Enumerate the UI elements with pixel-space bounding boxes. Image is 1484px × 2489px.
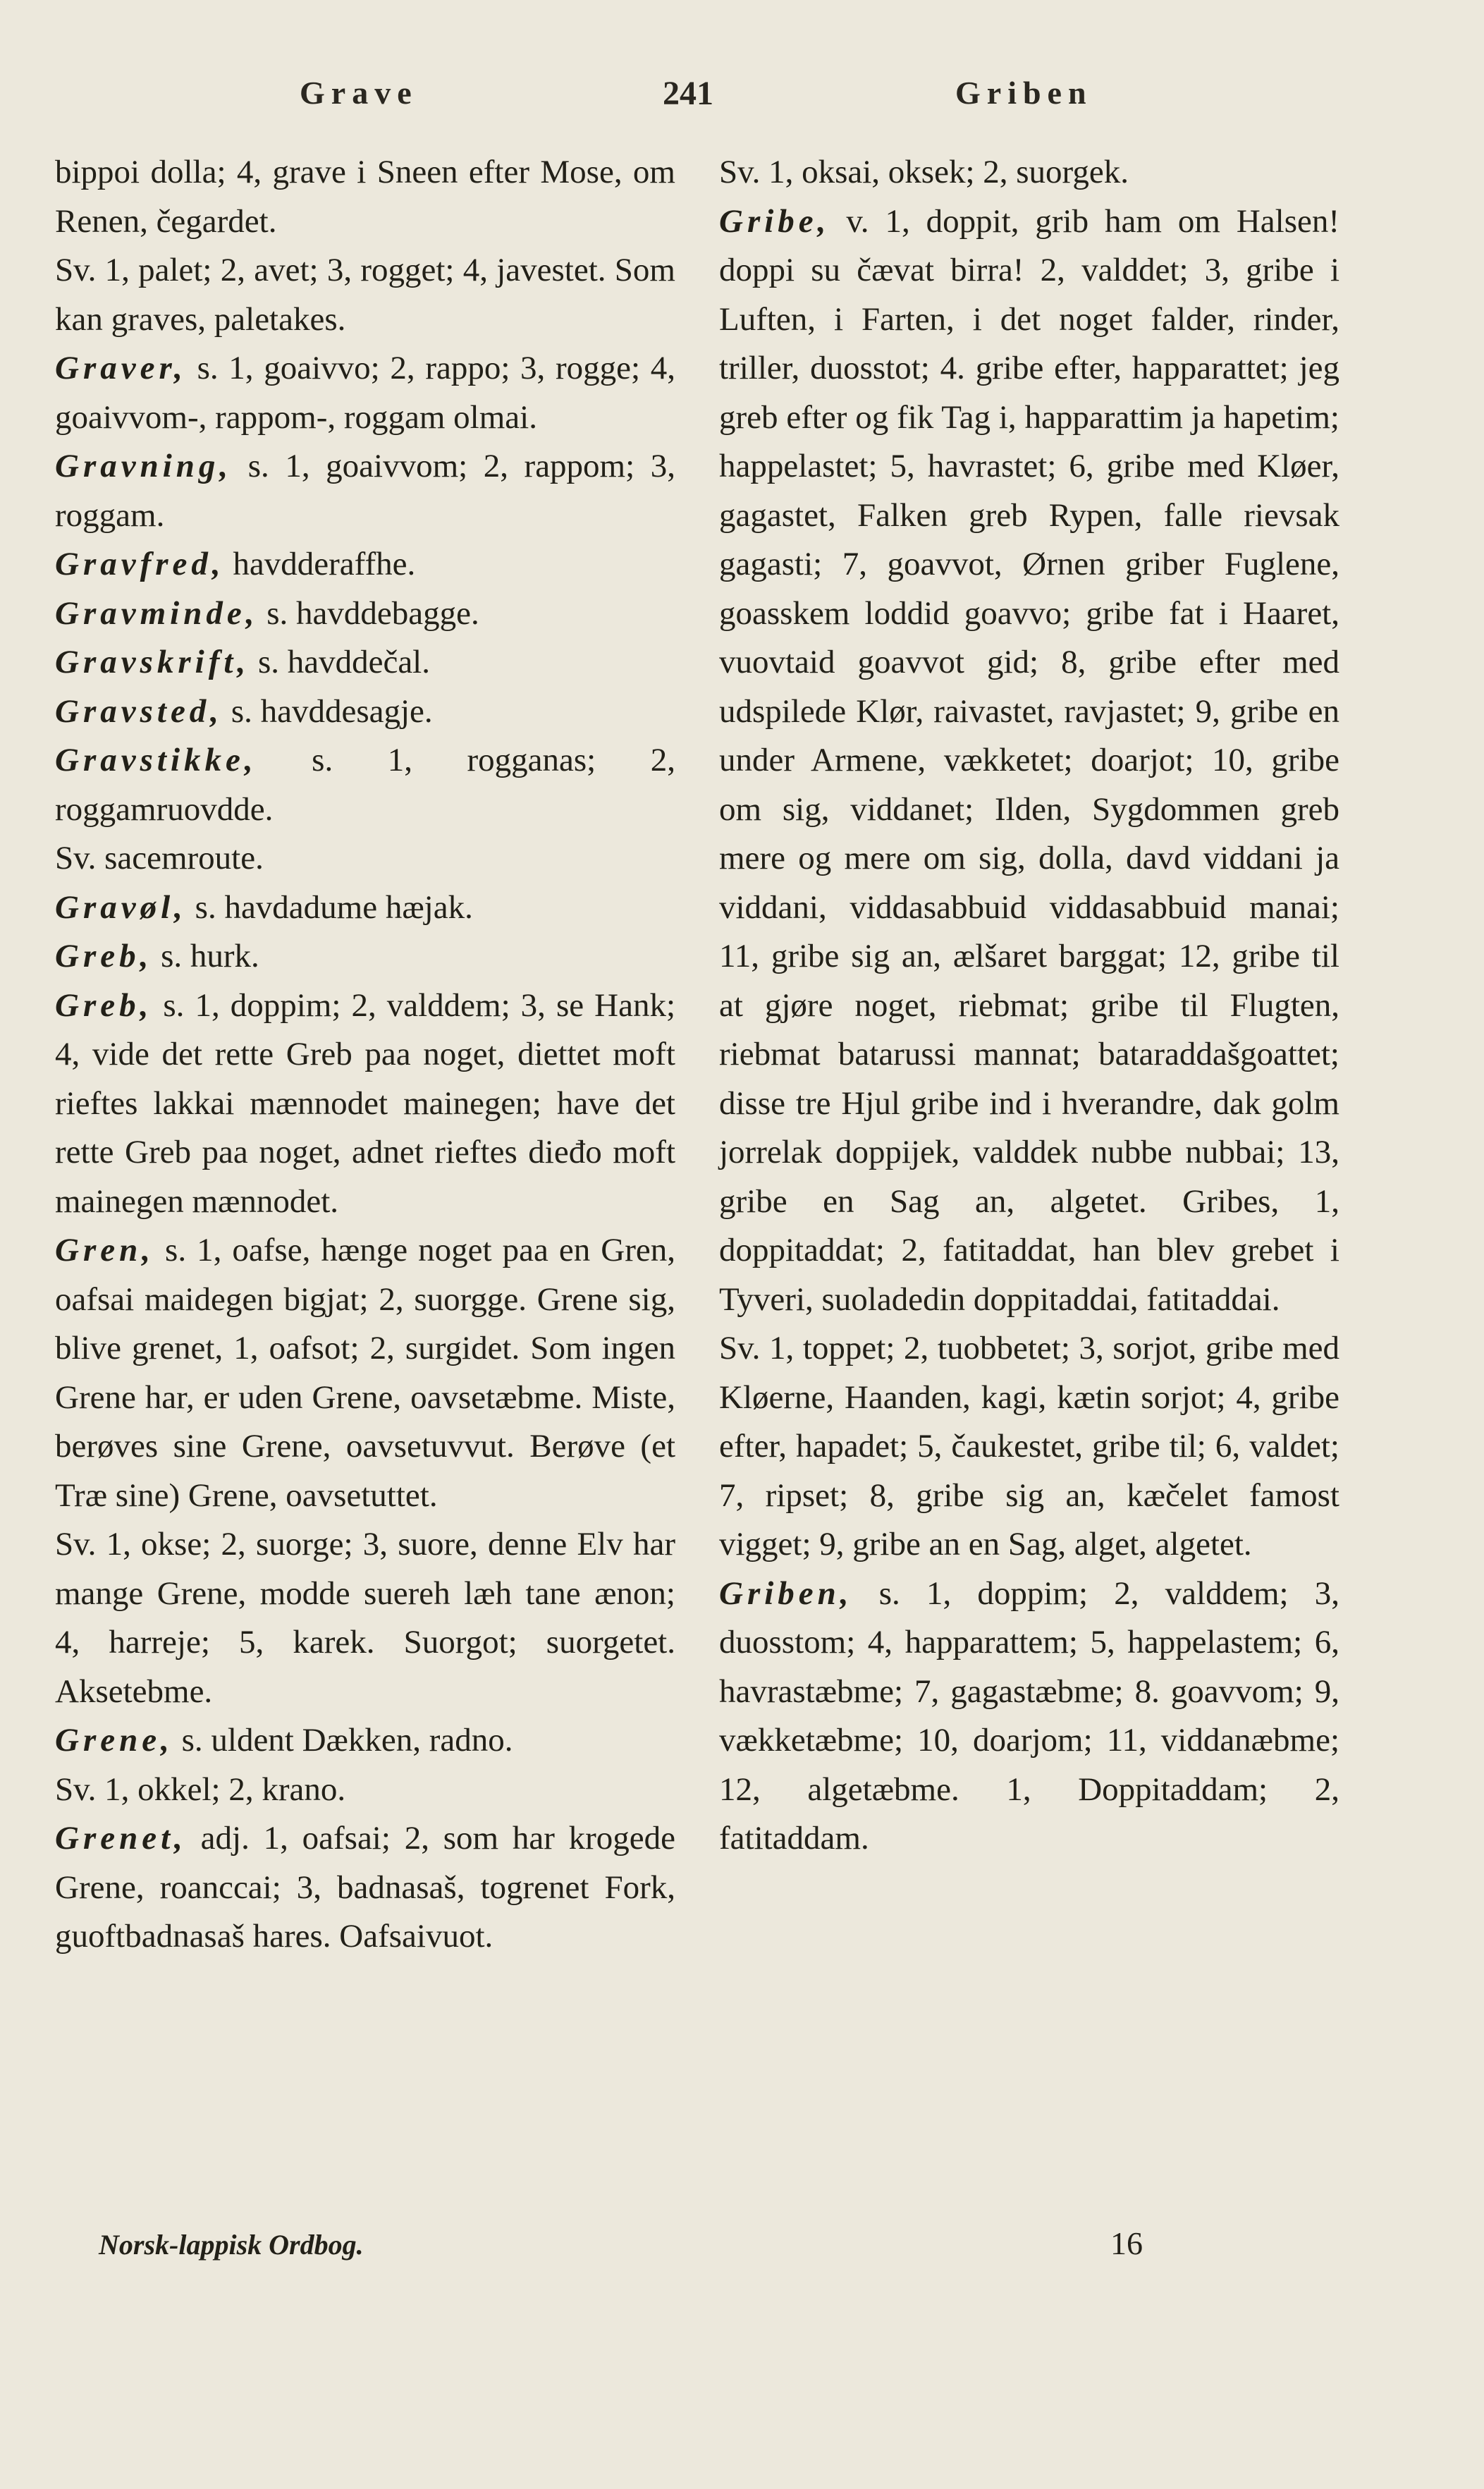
dictionary-entry [55, 540, 675, 589]
entry-headword: Gravminde, [55, 594, 259, 632]
entry-text: s. havdadume hæjak. [186, 888, 473, 926]
dictionary-entry [55, 638, 675, 687]
entry-headword: Gribe, [719, 202, 830, 240]
footer-signature: Norsk-lappisk Ordbog. [99, 2229, 364, 2261]
header-page-number: 241 [663, 75, 713, 112]
dictionary-entry [719, 1324, 1339, 1570]
dictionary-entry [55, 589, 675, 639]
entry-headword: Gravsted, [55, 692, 223, 730]
dictionary-entry [55, 1766, 675, 1815]
dictionary-entry [55, 883, 675, 933]
entry-headword: Gren, [55, 1232, 154, 1268]
entry-text: s. 1, rogganas; 2, roggamruovdde. [55, 742, 675, 828]
entry-text: Sv. 1, oksai, oksek; 2, suorgek. [719, 154, 1129, 190]
entry-headword: Gravøl, [55, 888, 187, 926]
dictionary-entry [55, 442, 675, 540]
entry-text: adj. 1, oafsai; 2, som har krogede Grene, roanccai; 3, badnasaš, togrenet Fork, guoftbadnasaš hares. Oafsaivuot. [55, 1820, 675, 1955]
entry-text: s. havddečal. [250, 644, 430, 680]
footer-sheet-number: 16 [1110, 2225, 1143, 2261]
entry-text: s. 1, goaivvom; 2, rappom; 3, roggam. [55, 448, 675, 534]
dictionary-entry [55, 1814, 675, 1962]
entry-headword: Greb, [55, 986, 153, 1024]
entry-headword: Graver, [55, 350, 187, 386]
dictionary-entry [55, 932, 675, 981]
dictionary-entry [55, 687, 675, 737]
dictionary-entry [55, 981, 675, 1227]
dictionary-entry [55, 344, 675, 442]
entry-text: s. 1, doppim; 2, valddem; 3, se Hank; 4, vide det rette Greb paa noget, diettet moft rieftes lakkai mænnodet mainegen; have det rette Greb paa noget, adnet rieftes dieđo moft mainegen mænnodet. [55, 986, 675, 1220]
entry-text: bippoi dolla; 4, grave i Sneen efter Mose, om Renen, čegardet. [55, 154, 675, 240]
entry-text: s. havddebagge. [258, 594, 479, 632]
dictionary-entry [55, 1226, 675, 1520]
running-header [0, 67, 1484, 123]
entry-text: Sv. 1, okkel; 2, krano. [55, 1771, 346, 1808]
dictionary-entry [55, 736, 675, 834]
dictionary-entry [55, 834, 675, 883]
right-column [719, 148, 1339, 1864]
entry-headword: Griben, [719, 1574, 853, 1612]
entry-text: s. 1, oafse, hænge noget paa en Gren, oafsai maidegen bigjat; 2, suorgge. Grene sig, blive grenet, 1, oafsot; 2, surgidet. Som ingen Grene har, er uden Grene, oavsetæbme. Miste, berøves sine Grene, oavsetuvvut. Berøve (et Træ sine) Grene, oavsetuttet. [55, 1232, 675, 1514]
dictionary-entry [719, 148, 1339, 197]
dictionary-entry [719, 197, 1339, 1325]
entry-text: s. 1, goaivvo; 2, rappo; 3, rogge; 4, goaivvom-, rappom-, roggam olmai. [55, 350, 675, 436]
entry-text: Sv. sacemroute. [55, 840, 264, 876]
dictionary-entry [55, 1520, 675, 1716]
header-right-guideword: Griben [955, 75, 1093, 111]
dictionary-entry [55, 1716, 675, 1766]
entry-text: s. uldent Dækken, radno. [173, 1722, 513, 1759]
header-left-guideword: Grave [300, 75, 418, 111]
entry-headword: Gravskrift, [55, 644, 250, 680]
entry-text: Sv. 1, toppet; 2, tuobbetet; 3, sorjot, gribe med Kløerne, Haanden, kagi, kætin sorjot; 4, gribe efter, hapadet; 5, čaukestet, gribe til; 6, valdet; 7, ripset; 8, gribe sig an, kæčelet famost vigget; 9, gribe an en Sag, alget, algetet. [719, 1330, 1339, 1562]
entry-text: s. hurk. [152, 938, 259, 974]
dictionary-entry [55, 148, 675, 246]
entry-headword: Gravstikke, [55, 742, 257, 778]
entry-text: s. 1, doppim; 2, valddem; 3, duosstom; 4, happarattem; 5, happelastem; 6, havrastæbme; 7, gagastæbme; 8. goavvom; 9, vækketæbme; 10, doarjom; 11, viddanæbme; 12, algetæbme. 1, Doppitaddam; 2, fatitaddam. [719, 1574, 1339, 1857]
page-footer [0, 2218, 1484, 2267]
entry-headword: Gravning, [55, 448, 233, 484]
entry-headword: Grene, [55, 1722, 173, 1759]
left-column [55, 148, 675, 1962]
entry-text: Sv. 1, palet; 2, avet; 3, rogget; 4, javestet. Som kan graves, paletakes. [55, 252, 675, 338]
entry-text: v. 1, doppit, grib ham om Halsen! doppi su čævat birra! 2, valddet; 3, gribe i Luften, i Farten, i det noget falder, rinder, triller, duosstot; 4. gribe efter, happarattet; jeg greb efter og fik Tag i, happarattim ja hapetim; happelastet; 5, havrastet; 6, gribe med Kløer, gagastet, Falken greb Rypen, falle rievsak gagasti; 7, goavvot, Ørnen griber Fuglene, goasskem loddid goavvo; gribe fat i Haaret, vuovtaid goavvot gid; 8, gribe efter med udspilede Klør, raivastet, ravjastet; 9, gribe en under Armene, vækketet; doarjot; 10, gribe om sig, viddanet; Ilden, Sygdommen greb mere og mere om sig, dolla, davd viddani ja viddani, viddasabbuid viddasabbuid manai; 11, gribe sig an, ælšaret barggat; 12, gribe til at gjøre noget, riebmat; gribe til Flugten, riebmat batarussi mannat; bataraddašgoattet; disse tre Hjul gribe ind i hverandre, dak golm jorrelak doppijek, valddek nubbe nubbai; 13, gribe en Sag an, algetet. Gribes, 1, doppitaddat; 2, fatitaddat, han blev grebet i Tyveri, suoladedin doppitaddai, fatitaddai. [719, 202, 1339, 1318]
entry-text: s. havddesagje. [223, 692, 433, 730]
entry-text: Sv. 1, okse; 2, suorge; 3, suore, denne Elv har mange Grene, modde suereh læh tane ænon; 4, harreje; 5, karek. Suorgot; suorgetet. Aksetebme. [55, 1526, 675, 1710]
entry-headword: Greb, [55, 938, 153, 974]
entry-headword: Gravfred, [55, 546, 225, 582]
dictionary-entry [719, 1570, 1339, 1864]
entry-headword: Grenet, [55, 1820, 187, 1857]
entry-text: havdderaffhe. [224, 546, 416, 582]
dictionary-entry [55, 246, 675, 344]
